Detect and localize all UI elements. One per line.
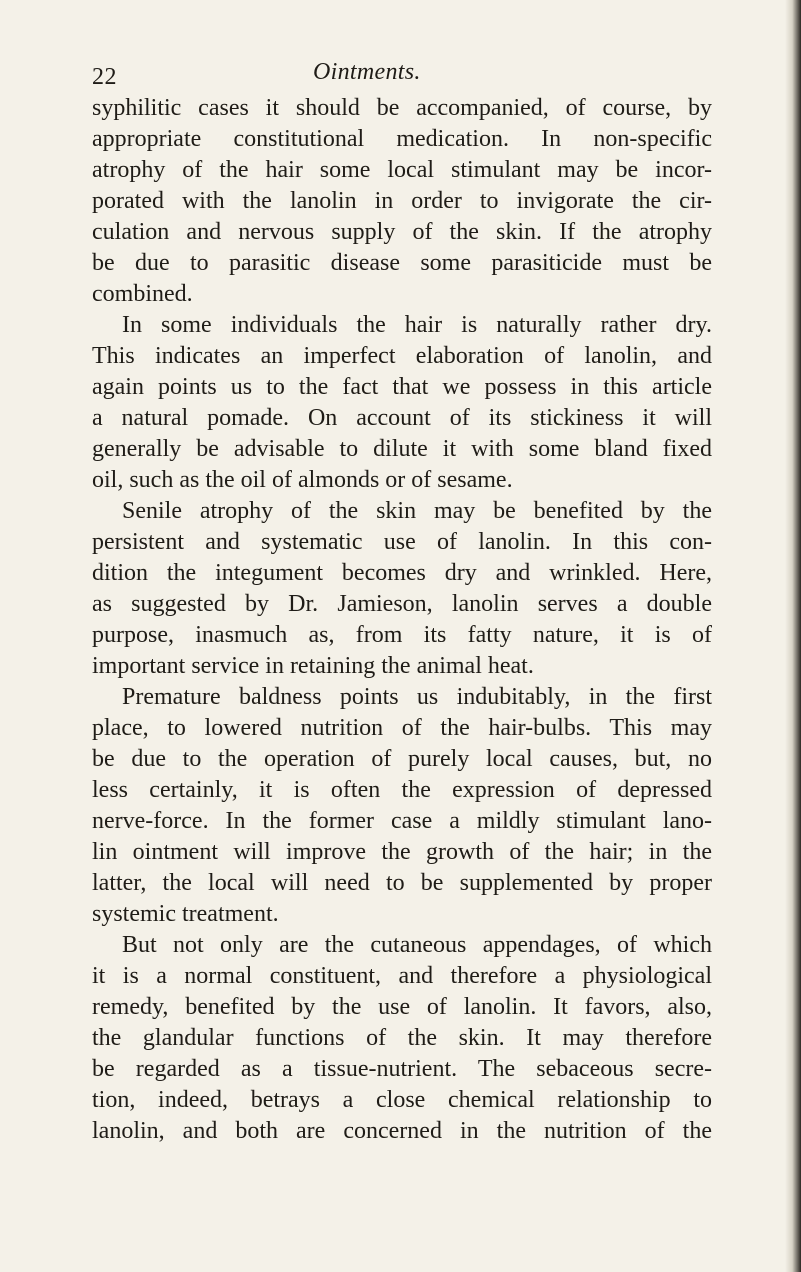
text-line: remedy, benefited by the use of lanolin. It favors, also, — [92, 994, 712, 1020]
text-line: nerve-force. In the former case a mildly stimulant lano- — [92, 808, 712, 834]
text-line: porated with the lanolin in order to invigorate the cir- — [92, 188, 712, 214]
text-line: the glandular functions of the skin. It may therefore — [92, 1025, 712, 1051]
text-line: syphilitic cases it should be accompanied, of course, by — [92, 95, 712, 121]
running-head: Ointments. — [313, 59, 421, 85]
text-line: lanolin, and both are concerned in the nutrition of the — [92, 1118, 712, 1144]
text-line: oil, such as the oil of almonds or of sesame. — [92, 467, 513, 493]
text-line: be due to parasitic disease some parasiticide must be — [92, 250, 712, 276]
page-edge-shadow — [785, 0, 801, 1272]
text-line: tion, indeed, betrays a close chemical relationship to — [92, 1087, 712, 1113]
text-line: atrophy of the hair some local stimulant may be incor- — [92, 157, 712, 183]
text-line: be regarded as a tissue-nutrient. The sebaceous secre- — [92, 1056, 712, 1082]
page-number: 22 — [92, 64, 117, 90]
text-line: But not only are the cutaneous appendages, of which — [122, 932, 712, 958]
text-line: be due to the operation of purely local causes, but, no — [92, 746, 712, 772]
text-line: as suggested by Dr. Jamieson, lanolin serves a double — [92, 591, 712, 617]
text-line: a natural pomade. On account of its stickiness it will — [92, 405, 712, 431]
body-text — [92, 93, 712, 1147]
text-line: purpose, inasmuch as, from its fatty nature, it is of — [92, 622, 712, 648]
text-line: place, to lowered nutrition of the hair-bulbs. This may — [92, 715, 712, 741]
text-line: latter, the local will need to be supplemented by proper — [92, 870, 712, 896]
text-line: important service in retaining the animal heat. — [92, 653, 534, 679]
text-line: again points us to the fact that we possess in this article — [92, 374, 712, 400]
text-line: persistent and systematic use of lanolin. In this con- — [92, 529, 712, 555]
text-line: In some individuals the hair is naturally rather dry. — [122, 312, 712, 338]
text-line: combined. — [92, 281, 193, 307]
text-line: generally be advisable to dilute it with some bland fixed — [92, 436, 712, 462]
text-line: dition the integument becomes dry and wrinkled. Here, — [92, 560, 712, 586]
text-line: This indicates an imperfect elaboration of lanolin, and — [92, 343, 712, 369]
text-line: it is a normal constituent, and therefore a physiological — [92, 963, 712, 989]
text-line: culation and nervous supply of the skin. If the atrophy — [92, 219, 712, 245]
text-line: Senile atrophy of the skin may be benefited by the — [122, 498, 712, 524]
text-line: lin ointment will improve the growth of the hair; in the — [92, 839, 712, 865]
text-line: Premature baldness points us indubitably, in the first — [122, 684, 712, 710]
text-line: less certainly, it is often the expression of depressed — [92, 777, 712, 803]
text-line: systemic treatment. — [92, 901, 279, 927]
text-line: appropriate constitutional medication. In non-specific — [92, 126, 712, 152]
